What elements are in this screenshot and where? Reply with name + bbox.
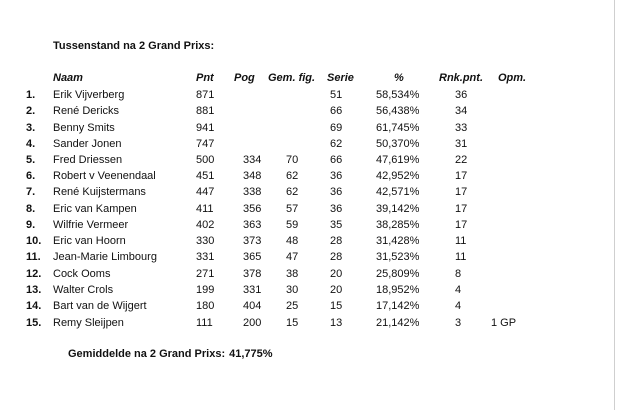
row-serie: 62 [330,138,343,150]
row-pog: 338 [243,186,262,198]
row-pnt: 330 [196,235,215,247]
row-name: Sander Jonen [53,138,122,150]
row-name: René Dericks [53,105,120,117]
row-rank: 8. [26,203,36,215]
row-pnt: 500 [196,154,215,166]
average-label: Gemiddelde na 2 Grand Prixs: [68,348,226,360]
row-pnt: 199 [196,284,215,296]
row-rank: 3. [26,122,36,134]
row-pog: 200 [243,317,262,329]
row-rank: 9. [26,219,36,231]
row-rank-points: 17 [455,186,468,198]
row-rank: 14. [26,300,42,312]
row-percentage: 18,952% [376,284,420,296]
row-rank: 2. [26,105,36,117]
row-pog: 404 [243,300,262,312]
table-row [0,184,618,200]
row-name: Benny Smits [53,122,115,134]
table-row [0,266,618,282]
document-title: Tussenstand na 2 Grand Prixs: [53,40,215,52]
row-pnt: 411 [196,203,214,215]
row-name: Bart van de Wijgert [53,300,147,312]
header-naam: Naam [53,72,83,84]
row-percentage: 25,809% [376,268,420,280]
row-gem-fig: 30 [286,284,299,296]
row-pog: 356 [243,203,262,215]
row-name: Fred Driessen [53,154,123,166]
table-row [0,87,618,103]
row-percentage: 47,619% [376,154,420,166]
row-gem-fig: 70 [286,154,299,166]
row-rank-points: 17 [455,170,468,182]
header-pog: Pog [234,72,255,84]
row-pog: 334 [243,154,262,166]
row-serie: 20 [330,284,343,296]
row-percentage: 17,142% [376,300,420,312]
row-pog: 373 [243,235,262,247]
row-percentage: 58,534% [376,89,420,101]
row-rank-points: 17 [455,219,468,231]
row-name: Eric van Kampen [53,203,137,215]
row-pnt: 941 [196,122,215,134]
row-rank-points: 4 [455,300,462,312]
row-percentage: 31,428% [376,235,420,247]
row-name: Remy Sleijpen [53,317,124,329]
table-row [0,120,618,136]
row-percentage: 42,571% [376,186,420,198]
average-summary [68,348,273,360]
row-name: Jean-Marie Limbourg [53,251,157,263]
row-gem-fig: 38 [286,268,299,280]
row-name: Cock Ooms [53,268,111,280]
row-pog: 365 [243,251,262,263]
row-name: Robert v Veenendaal [53,170,156,182]
row-gem-fig: 15 [286,317,299,329]
row-rank-points: 17 [455,203,468,215]
table-row [0,103,618,119]
row-percentage: 31,523% [376,251,420,263]
table-row [0,298,618,314]
row-pog: 348 [243,170,262,182]
table-row [0,315,618,331]
row-name: Wilfrie Vermeer [53,219,129,231]
row-serie: 28 [330,235,343,247]
row-gem-fig: 62 [286,170,299,182]
average-value: 41,775% [229,348,273,360]
row-serie: 69 [330,122,343,134]
row-serie: 35 [330,219,343,231]
row-pnt: 447 [196,186,215,198]
row-pnt: 271 [196,268,215,280]
row-pnt: 331 [196,251,215,263]
row-serie: 20 [330,268,343,280]
header-percentage: % [394,72,404,84]
row-pog: 331 [243,284,262,296]
table-row [0,282,618,298]
row-percentage: 50,370% [376,138,420,150]
row-serie: 15 [330,300,343,312]
row-rank: 10. [26,235,42,247]
row-rank-points: 33 [455,122,468,134]
row-pnt: 111 [196,317,213,329]
row-rank-points: 11 [455,235,467,247]
row-gem-fig: 25 [286,300,299,312]
row-pnt: 402 [196,219,215,231]
row-percentage: 38,285% [376,219,420,231]
row-pnt: 747 [196,138,215,150]
row-rank: 1. [26,89,36,101]
row-gem-fig: 59 [286,219,299,231]
row-serie: 66 [330,105,343,117]
row-rank-points: 8 [455,268,462,280]
row-rank: 11. [26,251,41,263]
row-rank-points: 22 [455,154,468,166]
row-pog: 363 [243,219,262,231]
row-percentage: 21,142% [376,317,420,329]
row-pnt: 881 [196,105,215,117]
table-row [0,152,618,168]
row-serie: 28 [330,251,343,263]
row-percentage: 61,745% [376,122,420,134]
row-rank-points: 11 [455,251,467,263]
row-rank: 15. [26,317,42,329]
row-gem-fig: 47 [286,251,299,263]
row-rank: 5. [26,154,36,166]
row-percentage: 42,952% [376,170,420,182]
row-rank: 4. [26,138,36,150]
row-name: Walter Crols [53,284,114,296]
row-opmerking: 1 GP [491,317,517,329]
row-gem-fig: 48 [286,235,299,247]
row-gem-fig: 62 [286,186,299,198]
row-rank-points: 4 [455,284,462,296]
row-serie: 36 [330,203,343,215]
row-name: René Kuijstermans [53,186,146,198]
row-rank-points: 3 [455,317,462,329]
row-serie: 66 [330,154,343,166]
table-row [0,249,618,265]
row-rank: 13. [26,284,42,296]
row-name: Eric van Hoorn [53,235,126,247]
header-gem-fig: Gem. fig. [268,72,316,84]
header-rank-points: Rnk.pnt. [439,72,483,84]
table-row [0,201,618,217]
table-header [0,70,618,86]
table-row [0,168,618,184]
row-name: Erik Vijverberg [53,89,125,101]
header-pnt: Pnt [196,72,214,84]
row-serie: 36 [330,170,343,182]
header-opmerking: Opm. [498,72,527,84]
table-row [0,136,618,152]
row-serie: 13 [330,317,343,329]
table-row [0,217,618,233]
row-rank-points: 31 [455,138,468,150]
row-pnt: 180 [196,300,215,312]
header-serie: Serie [327,72,354,84]
row-rank: 6. [26,170,36,182]
row-rank: 7. [26,186,36,198]
row-rank: 12. [26,268,42,280]
row-percentage: 56,438% [376,105,420,117]
row-pog: 378 [243,268,262,280]
row-serie: 36 [330,186,343,198]
row-pnt: 871 [196,89,215,101]
row-serie: 51 [330,89,343,101]
row-percentage: 39,142% [376,203,420,215]
row-gem-fig: 57 [286,203,299,215]
row-rank-points: 34 [455,105,468,117]
row-rank-points: 36 [455,89,468,101]
table-row [0,233,618,249]
row-pnt: 451 [196,170,215,182]
